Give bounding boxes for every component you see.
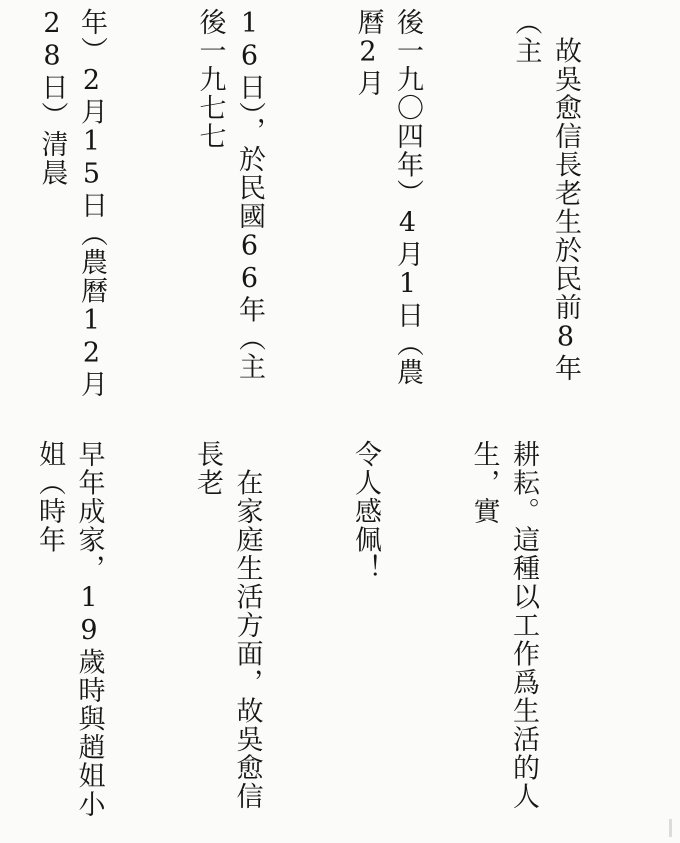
text-column: 故吳愈信長老生於民前8年（主 [510, 8, 581, 383]
text-column: 早年成家，19歲時與趙姐小姐（時年 [34, 440, 105, 819]
text-column: 16日），於民國66年（主後一九七七 [194, 8, 265, 381]
text-column: 令人感佩！ [350, 440, 381, 583]
scan-artifact [669, 819, 672, 837]
upper-text-block [14, 8, 664, 400]
lower-text-block [12, 440, 622, 837]
text-column: 後一九〇四年）4月1日（農曆2月 [352, 8, 423, 387]
text-column: 年）2月15日（農曆12月28日）清晨 [36, 8, 107, 399]
text-column: 在家庭生活方面，故吳愈信長老 [192, 440, 263, 811]
text-column: 耕耘。這種以工作爲生活的人生，實 [468, 440, 539, 811]
